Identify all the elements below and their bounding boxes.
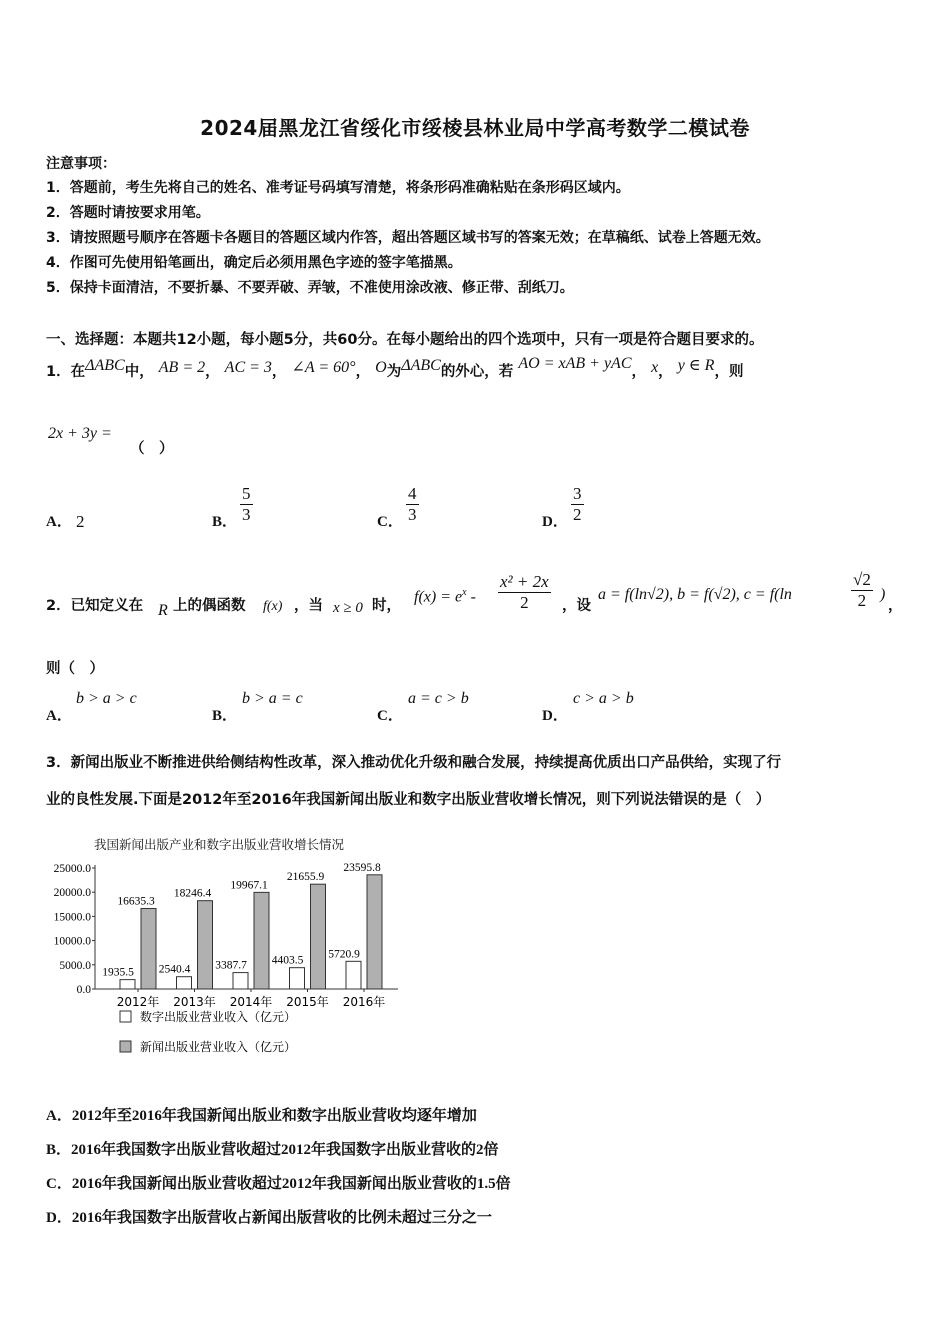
legend-label: 新闻出版业营业收入（亿元） bbox=[140, 1040, 297, 1054]
x-tick-label: 2012年 bbox=[116, 995, 160, 1009]
q1-option-d-fraction: $\frac{3}{2}$ bbox=[573, 484, 582, 524]
y-tick-label: 10000.0 bbox=[53, 935, 91, 948]
q3-option-d[interactable]: D．2016年我国数字出版营收占新闻出版营收的比例未超过三分之一 bbox=[46, 1210, 492, 1226]
q1-option-a-label[interactable]: A． bbox=[46, 514, 72, 530]
q3-option-b[interactable]: B．2016年我国数字出版业营收超过2012年我国数字出版业营收的2倍 bbox=[46, 1142, 499, 1158]
q3-option-a[interactable]: A．2012年至2016年我国新闻出版业和数字出版业营收均逐年增加 bbox=[46, 1108, 477, 1124]
q1-math: AB = 2 bbox=[158, 359, 206, 376]
q1-text: ，则 bbox=[714, 364, 744, 380]
q2-option-a-value: b > a > c bbox=[76, 690, 137, 707]
q1-text: ， bbox=[205, 364, 220, 380]
q2-math: ) bbox=[880, 586, 886, 603]
y-tick-label: 5000.0 bbox=[59, 959, 91, 972]
question-1 bbox=[46, 355, 744, 386]
bar bbox=[311, 884, 326, 989]
x-tick-label: 2014年 bbox=[229, 995, 273, 1009]
q1-vector-equation: AO = xAB + yAC bbox=[518, 355, 632, 372]
bar bbox=[254, 892, 269, 989]
data-label: 21655.9 bbox=[286, 871, 325, 884]
x-tick-label: 2013年 bbox=[173, 995, 216, 1009]
data-label: 1935.5 bbox=[102, 966, 134, 979]
q1-option-c-fraction: $\frac{4}{3}$ bbox=[408, 484, 417, 524]
section-heading: 一、选择题：本题共12小题，每小题5分，共60分。在每小题给出的四个选项中，只有一项是符合题目要求的。 bbox=[46, 332, 764, 348]
q3-option-c[interactable]: C．2016年我国新闻出版业营收超过2012年我国新闻出版业营收的1.5倍 bbox=[46, 1176, 511, 1192]
q1-lead: 1．在 bbox=[46, 364, 86, 380]
q1-option-a-value: 2 bbox=[76, 512, 85, 531]
q1-math: O bbox=[375, 359, 387, 376]
legend-swatch bbox=[120, 1041, 131, 1052]
q3-line-1: 3．新闻出版业不断推进供给侧结构性改革，深入推动优化升级和融合发展，持续提高优质出口产品供给，实现了行 bbox=[46, 755, 782, 771]
legend-swatch bbox=[120, 1011, 131, 1022]
q1-math: ΔABC bbox=[85, 357, 125, 374]
q2-option-c-label[interactable]: C． bbox=[377, 708, 403, 724]
q2-function: $f(x) = e^x$ - bbox=[414, 587, 476, 606]
note-item: 1．答题前，考生先将自己的姓名、准考证号码填写清楚，将条形码准确粘贴在条形码区域内。 bbox=[46, 180, 630, 196]
q2-text: 时， bbox=[372, 598, 401, 614]
q2-math: R bbox=[158, 602, 168, 619]
q1-math: x bbox=[651, 359, 659, 376]
bar bbox=[198, 901, 213, 989]
y-tick-label: 25000.0 bbox=[53, 863, 91, 875]
q2-option-a-label[interactable]: A． bbox=[46, 708, 72, 724]
y-tick-label: 15000.0 bbox=[53, 911, 91, 924]
q1-text: ， bbox=[271, 364, 287, 380]
q1-option-b-fraction: $\frac{5}{3}$ bbox=[242, 484, 251, 524]
q1-math: y ∈ R bbox=[677, 357, 715, 374]
q2-option-b-label[interactable]: B． bbox=[212, 708, 238, 724]
q1-expression: 2x + 3y = bbox=[48, 425, 112, 442]
q2-text: ，设 bbox=[562, 598, 591, 614]
q1-text: ， bbox=[355, 364, 371, 380]
y-tick-label: 20000.0 bbox=[53, 887, 91, 900]
note-item: 3．请按照题号顺序在答题卡各题目的答题区域内作答，超出答题区域书写的答案无效；在草稿纸、试卷上答题无效。 bbox=[46, 230, 770, 246]
q1-option-d-label[interactable]: D． bbox=[542, 514, 568, 530]
q3-line-2: 业的良性发展.下面是2012年至2016年我国新闻出版业和数字出版业营收增长情况，则下列说法错误的是（ ） bbox=[46, 792, 771, 808]
q1-paren: （ ） bbox=[130, 441, 174, 457]
q1-text: ， bbox=[631, 364, 646, 380]
q2-option-d-label[interactable]: D． bbox=[542, 708, 568, 724]
q1-math: ∠A = 60° bbox=[291, 359, 356, 376]
q2-option-d-value: c > a > b bbox=[573, 690, 634, 707]
legend-label: 数字出版业营业收入（亿元） bbox=[140, 1010, 297, 1024]
chart-title: 我国新闻出版产业和数字出版业营收增长情况 bbox=[94, 837, 345, 852]
q2-text: ， bbox=[888, 598, 903, 614]
note-item: 5．保持卡面清洁，不要折暴、不要弄破、弄皱，不准使用涂改液、修正带、刮纸刀。 bbox=[46, 280, 574, 296]
bar bbox=[367, 875, 382, 989]
y-tick-label: 0.0 bbox=[76, 984, 91, 996]
bar bbox=[233, 973, 248, 989]
q1-option-b-label[interactable]: B． bbox=[212, 514, 238, 530]
data-label: 19967.1 bbox=[230, 879, 268, 892]
data-label: 5720.9 bbox=[328, 948, 360, 961]
note-item: 4．作图可先使用铅笔画出，确定后必须用黑色字迹的签字笔描黑。 bbox=[46, 255, 462, 271]
bar-chart bbox=[40, 855, 410, 1070]
q2-lead: 2．已知定义在 bbox=[46, 598, 144, 614]
q2-function-fraction: $\frac{\text{x² + 2x}}{2}$ bbox=[500, 572, 549, 612]
data-label: 3387.7 bbox=[215, 959, 247, 972]
data-label: 23595.8 bbox=[343, 861, 381, 874]
q1-text: 为 bbox=[386, 364, 402, 380]
q1-text: 中， bbox=[124, 364, 154, 380]
q2-text: ，当 bbox=[294, 598, 323, 614]
bar bbox=[177, 977, 192, 989]
data-label: 18246.4 bbox=[173, 887, 212, 900]
q2-math: x ≥ 0 bbox=[333, 600, 363, 616]
q2-definitions: a = f(ln√2), b = f(√2), c = f(ln bbox=[598, 586, 792, 603]
q2-definition-fraction: $\frac{√2}{2}$ bbox=[853, 570, 871, 610]
q1-math: ΔABC bbox=[401, 357, 441, 374]
note-item: 2．答题时请按要求用笔。 bbox=[46, 205, 210, 221]
bar bbox=[290, 968, 305, 989]
notes-heading: 注意事项： bbox=[46, 156, 116, 172]
q2-text: 上的偶函数 bbox=[173, 598, 246, 614]
x-tick-label: 2016年 bbox=[342, 995, 386, 1009]
q1-text: 的外心，若 bbox=[440, 364, 514, 380]
data-label: 2540.4 bbox=[158, 963, 191, 976]
q2-math: f(x) bbox=[263, 599, 283, 614]
q2-option-c-value: a = c > b bbox=[408, 690, 469, 707]
bar bbox=[120, 980, 135, 989]
q1-option-c-label[interactable]: C． bbox=[377, 514, 403, 530]
page-title: 2024届黑龙江省绥化市绥棱县林业局中学高考数学二模试卷 bbox=[200, 116, 750, 140]
q1-math: AC = 3 bbox=[224, 359, 272, 376]
x-tick-label: 2015年 bbox=[286, 995, 329, 1009]
q1-text: ， bbox=[658, 364, 673, 380]
data-label: 4403.5 bbox=[271, 954, 304, 967]
bar bbox=[346, 961, 361, 989]
q2-then: 则（ ） bbox=[46, 661, 104, 677]
data-label: 16635.3 bbox=[117, 895, 155, 908]
bar bbox=[141, 908, 156, 989]
q2-option-b-value: b > a = c bbox=[242, 690, 303, 707]
